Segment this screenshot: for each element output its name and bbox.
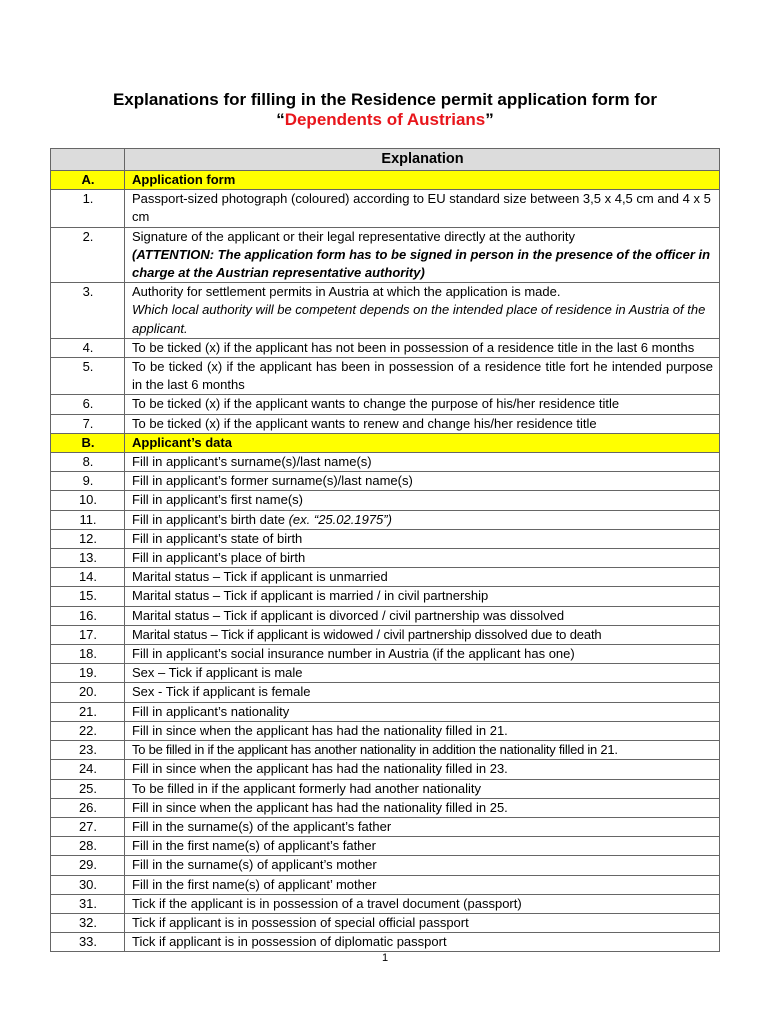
row-cell: [125, 283, 720, 339]
page-number: 1: [381, 952, 389, 964]
row-number: 6.: [51, 395, 125, 414]
section-row-a: [51, 171, 720, 190]
row-number: 3.: [51, 283, 125, 339]
row-text: Fill in applicant’s surname(s)/last name(s): [125, 453, 720, 472]
table-row: [51, 606, 720, 625]
row-number: 9.: [51, 472, 125, 491]
row-text: Fill in since when the applicant has had the nationality filled in 23.: [125, 760, 720, 779]
row-number: 16.: [51, 606, 125, 625]
table-row: [51, 395, 720, 414]
row-number: 11.: [51, 510, 125, 529]
row-text: Fill in applicant’s state of birth: [125, 529, 720, 548]
table-row: [51, 283, 720, 339]
row-number: 31.: [51, 894, 125, 913]
table-row: [51, 190, 720, 227]
row-text: Fill in applicant’s social insurance number in Austria (if the applicant has one): [125, 645, 720, 664]
table-header-row: [51, 149, 720, 171]
table-row: [51, 510, 720, 529]
section-row-b: [51, 433, 720, 452]
row-note: (ATTENTION: The application form has to be signed in person in the presence of the officer in charge at the Austrian representative authority): [132, 246, 711, 281]
table-row: [51, 933, 720, 952]
table-row: [51, 625, 720, 644]
table-row: [51, 683, 720, 702]
row-number: 19.: [51, 664, 125, 683]
row-text: Marital status – Tick if applicant is unmarried: [125, 568, 720, 587]
row-number: B.: [51, 433, 125, 452]
table-row: [51, 529, 720, 548]
document-title: Explanations for filling in the Residence permit application form for: [112, 90, 658, 109]
table-row: [51, 760, 720, 779]
table-row: [51, 472, 720, 491]
row-text: Fill in the surname(s) of the applicant’s father: [125, 817, 720, 836]
row-number: 1.: [51, 190, 125, 227]
row-text: Passport-sized photograph (coloured) according to EU standard size between 3,5 x 4,5 cm and 4 x 5 cm: [125, 190, 720, 227]
row-number: 13.: [51, 549, 125, 568]
row-text: Fill in the first name(s) of applicant’s father: [125, 837, 720, 856]
row-number: 27.: [51, 817, 125, 836]
explanation-table: [50, 148, 720, 952]
table-row: [51, 645, 720, 664]
table-row: [51, 875, 720, 894]
row-number: 33.: [51, 933, 125, 952]
row-text: Tick if the applicant is in possession of a travel document (passport): [125, 894, 720, 913]
row-text: Marital status – Tick if applicant is married / in civil partnership: [125, 587, 720, 606]
table-row: [51, 358, 720, 395]
row-number: 30.: [51, 875, 125, 894]
row-number: 23.: [51, 741, 125, 760]
table-row: [51, 913, 720, 932]
row-text: Tick if applicant is in possession of special official passport: [125, 913, 720, 932]
row-text: Tick if applicant is in possession of diplomatic passport: [125, 933, 720, 952]
close-quote: ”: [485, 110, 494, 129]
row-number: A.: [51, 171, 125, 190]
row-text: Fill in since when the applicant has had the nationality filled in 25.: [125, 798, 720, 817]
row-number: 32.: [51, 913, 125, 932]
row-text: Sex - Tick if applicant is female: [125, 683, 720, 702]
table-row: [51, 664, 720, 683]
row-text: Fill in applicant’s place of birth: [125, 549, 720, 568]
table-row: [51, 549, 720, 568]
row-text: Marital status – Tick if applicant is divorced / civil partnership was dissolved: [125, 606, 720, 625]
header-num-cell: [51, 149, 125, 171]
row-note: (ex. “25.02.1975”): [288, 511, 392, 527]
table-row: [51, 856, 720, 875]
row-cell: [125, 227, 720, 283]
row-cell: [125, 510, 720, 529]
row-number: 4.: [51, 338, 125, 357]
section-title: Application form: [125, 171, 720, 190]
row-number: 28.: [51, 837, 125, 856]
row-number: 29.: [51, 856, 125, 875]
row-text: To be filled in if the applicant formerly had another nationality: [125, 779, 720, 798]
row-number: 5.: [51, 358, 125, 395]
row-text: Fill in applicant’s former surname(s)/last name(s): [125, 472, 720, 491]
table-row: [51, 837, 720, 856]
section-title: Applicant’s data: [125, 433, 720, 452]
table-row: [51, 702, 720, 721]
table-row: [51, 741, 720, 760]
row-number: 10.: [51, 491, 125, 510]
row-number: 24.: [51, 760, 125, 779]
row-text: Fill in applicant’s birth date: [132, 511, 285, 527]
subtitle-highlight: Dependents of Austrians: [284, 110, 486, 129]
row-number: 17.: [51, 625, 125, 644]
row-number: 18.: [51, 645, 125, 664]
row-number: 26.: [51, 798, 125, 817]
row-number: 20.: [51, 683, 125, 702]
row-text: To be ticked (x) if the applicant has not been in possession of a residence title in the last 6 months: [125, 338, 720, 357]
row-text: Marital status – Tick if applicant is widowed / civil partnership dissolved due to death: [125, 625, 720, 644]
table-row: [51, 568, 720, 587]
table-row: [51, 721, 720, 740]
table-row: [51, 817, 720, 836]
table-row: [51, 491, 720, 510]
table-row: [51, 779, 720, 798]
table-row: [51, 587, 720, 606]
header-explanation-cell: Explanation: [125, 149, 720, 171]
row-text: Signature of the applicant or their legal representative directly at the authority: [132, 228, 575, 244]
open-quote: “: [276, 110, 285, 129]
row-number: 22.: [51, 721, 125, 740]
row-text: Sex – Tick if applicant is male: [125, 664, 720, 683]
row-text: To be filled in if the applicant has another nationality in addition the nationality filled in 21.: [125, 741, 720, 760]
row-number: 12.: [51, 529, 125, 548]
row-number: 14.: [51, 568, 125, 587]
row-text: Fill in applicant’s nationality: [125, 702, 720, 721]
row-note: Which local authority will be competent depends on the intended place of residence in Austria of the applicant.: [132, 302, 706, 336]
row-text: To be ticked (x) if the applicant wants to renew and change his/her residence title: [125, 414, 720, 433]
table-row: [51, 798, 720, 817]
row-number: 15.: [51, 587, 125, 606]
row-number: 21.: [51, 702, 125, 721]
row-text: To be ticked (x) if the applicant wants to change the purpose of his/her residence title: [125, 395, 720, 414]
table-row: [51, 414, 720, 433]
row-number: 8.: [51, 453, 125, 472]
row-number: 7.: [51, 414, 125, 433]
table-row: [51, 453, 720, 472]
document-subtitle: [0, 109, 770, 131]
row-number: 2.: [51, 227, 125, 283]
row-number: 25.: [51, 779, 125, 798]
row-text: Fill in the first name(s) of applicant’ mother: [125, 875, 720, 894]
table-row: [51, 338, 720, 357]
row-text: Fill in the surname(s) of applicant’s mother: [125, 856, 720, 875]
table-row: [51, 227, 720, 283]
table-row: [51, 894, 720, 913]
row-text: Fill in since when the applicant has had the nationality filled in 21.: [125, 721, 720, 740]
row-text: Authority for settlement permits in Austria at which the application is made.: [132, 284, 561, 300]
row-text: To be ticked (x) if the applicant has been in possession of a residence title fort he intended purpose in the last 6 months: [125, 358, 720, 395]
row-text: Fill in applicant’s first name(s): [125, 491, 720, 510]
